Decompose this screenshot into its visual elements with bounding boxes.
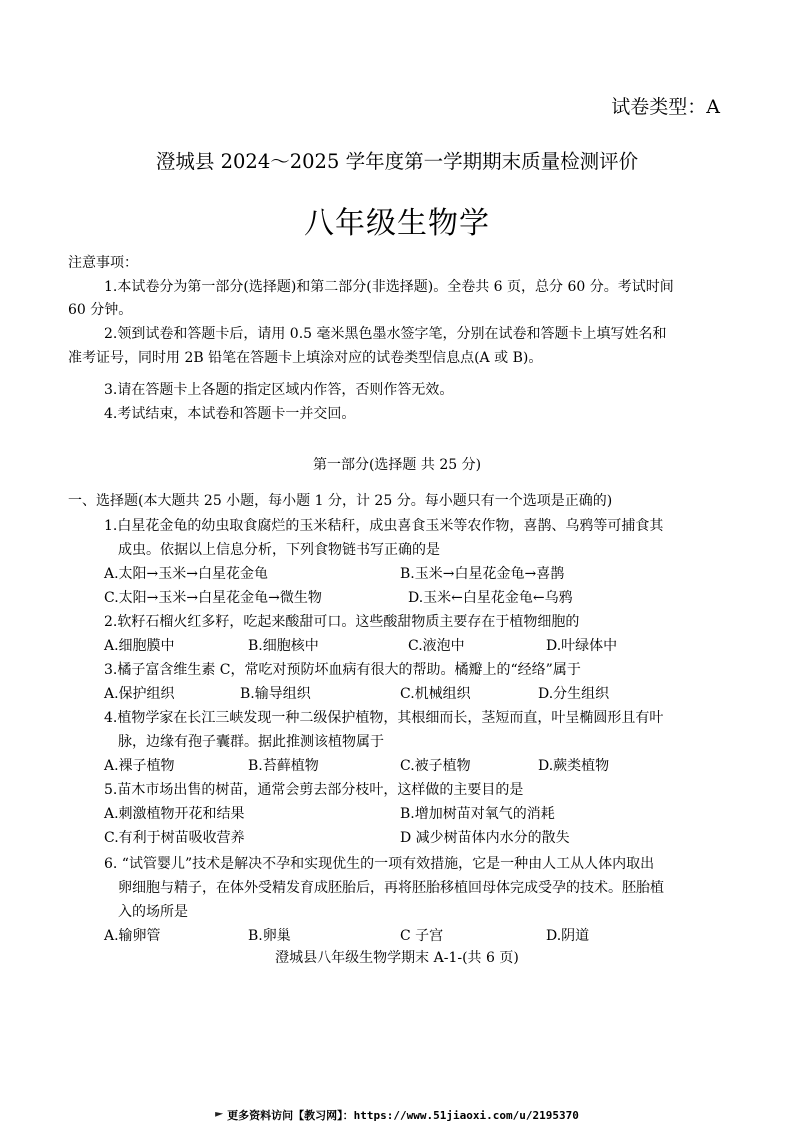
question-2-option-c: C.液泡中 (408, 638, 465, 654)
notice-item-2-line-1: 2.领到试卷和答题卡后，请用 0.5 毫米黑色墨水签字笔，分别在试卷和答题卡上填写姓名和 (104, 326, 667, 342)
question-6-option-b: B.卵巢 (248, 928, 291, 944)
notice-heading: 注意事项： (68, 255, 138, 271)
question-3-stem: 3.橘子富含维生素 C，常吃对预防坏血病有很大的帮助。橘瓣上的“经络”属于 (104, 662, 581, 678)
question-4-stem-line-1: 4.植物学家在长江三峡发现一种二级保护植物，其根细而长，茎短而直，叶呈椭圆形且有叶 (104, 710, 664, 726)
question-3-option-b: B.输导组织 (240, 686, 311, 702)
page-footer: 澄城县八年级生物学期末 A-1-(共 6 页) (275, 950, 519, 966)
question-5-option-c: C.有利于树苗吸收营养 (104, 830, 245, 846)
question-1-stem-line-1: 1.白星花金龟的幼虫取食腐烂的玉米秸秆，成虫喜食玉米等农作物，喜鹊、乌鸦等可捕食其 (104, 518, 664, 534)
question-1-option-c: C.太阳→玉米→白星花金龟→微生物 (104, 590, 322, 606)
question-3-option-a: A.保护组织 (104, 686, 175, 702)
notice-item-1-line-2: 60 分钟。 (68, 302, 133, 318)
question-4-stem-line-2: 脉，边缘有孢子囊群。据此推测该植物属于 (118, 734, 384, 750)
question-2-option-a: A.细胞膜中 (104, 638, 175, 654)
question-1-stem-line-2: 成虫。依据以上信息分析，下列食物链书写正确的是 (118, 542, 440, 558)
question-6-option-d: D.阴道 (546, 928, 590, 944)
notice-item-4: 4.考试结束，本试卷和答题卡一并交回。 (104, 406, 356, 422)
question-2-option-b: B.细胞核中 (248, 638, 319, 654)
question-1-option-b: B.玉米→白星花金龟→喜鹊 (400, 566, 565, 582)
resource-link-text[interactable]: 更多资料访问【教习网】：https://www.51jiaoxi.com/u/2195370 (227, 1109, 579, 1122)
question-5-option-d: D 减少树苗体内水分的散失 (400, 830, 570, 846)
question-3-option-d: D.分生组织 (538, 686, 610, 702)
question-3-option-c: C.机械组织 (400, 686, 471, 702)
question-2-option-d: D.叶绿体中 (546, 638, 618, 654)
question-5-option-b: B.增加树苗对氧气的消耗 (400, 806, 555, 822)
notice-item-1-line-1: 1.本试卷分为第一部分(选择题)和第二部分(非选择题)。全卷共 6 页，总分 60 分。考试时间 (104, 279, 674, 295)
question-2-stem: 2.软籽石榴火红多籽，吃起来酸甜可口。这些酸甜物质主要存在于植物细胞的 (104, 614, 580, 630)
question-1-option-a: A.太阳→玉米→白星花金龟 (104, 566, 269, 582)
question-1-option-d: D.玉米←白星花金龟←乌鸦 (408, 590, 573, 606)
question-4-option-b: B.苔藓植物 (248, 758, 319, 774)
section-one-title: 一、选择题(本大题共 25 小题，每小题 1 分，计 25 分。每小题只有一个选项是正确的) (68, 493, 613, 509)
resource-link-line[interactable] (0, 1107, 794, 1123)
question-6-stem-line-3: 入的场所是 (118, 904, 188, 920)
exam-title: 澄城县 2024～2025 学年度第一学期期末质量检测评价 (155, 150, 639, 173)
notice-item-2-line-2: 准考证号，同时用 2B 铅笔在答题卡上填涂对应的试卷类型信息点(A 或 B)。 (68, 350, 543, 366)
question-6-option-c: C 子宫 (400, 928, 444, 944)
question-4-option-a: A.裸子植物 (104, 758, 175, 774)
question-6-stem-line-2: 卵细胞与精子，在体外受精发育成胚胎后，再将胚胎移植回母体完成受孕的技术。胚胎植 (118, 880, 664, 896)
subject-title: 八年级生物学 (304, 206, 490, 241)
part-one-heading: 第一部分(选择题 共 25 分) (312, 457, 482, 473)
question-6-option-a: A.输卵管 (104, 928, 161, 944)
paper-type-label: 试卷类型：A (611, 96, 720, 118)
question-5-option-a: A.刺激植物开花和结果 (104, 806, 245, 822)
flag-icon (215, 1112, 223, 1120)
question-6-stem-line-1: 6. “试管婴儿”技术是解决不孕和实现优生的一项有效措施，它是一种由人工从人体内取出 (104, 856, 655, 872)
question-4-option-c: C.被子植物 (400, 758, 471, 774)
question-4-option-d: D.蕨类植物 (538, 758, 610, 774)
notice-item-3: 3.请在答题卡上各题的指定区域内作答，否则作答无效。 (104, 382, 454, 398)
question-5-stem: 5.苗木市场出售的树苗，通常会剪去部分枝叶，这样做的主要目的是 (104, 782, 524, 798)
